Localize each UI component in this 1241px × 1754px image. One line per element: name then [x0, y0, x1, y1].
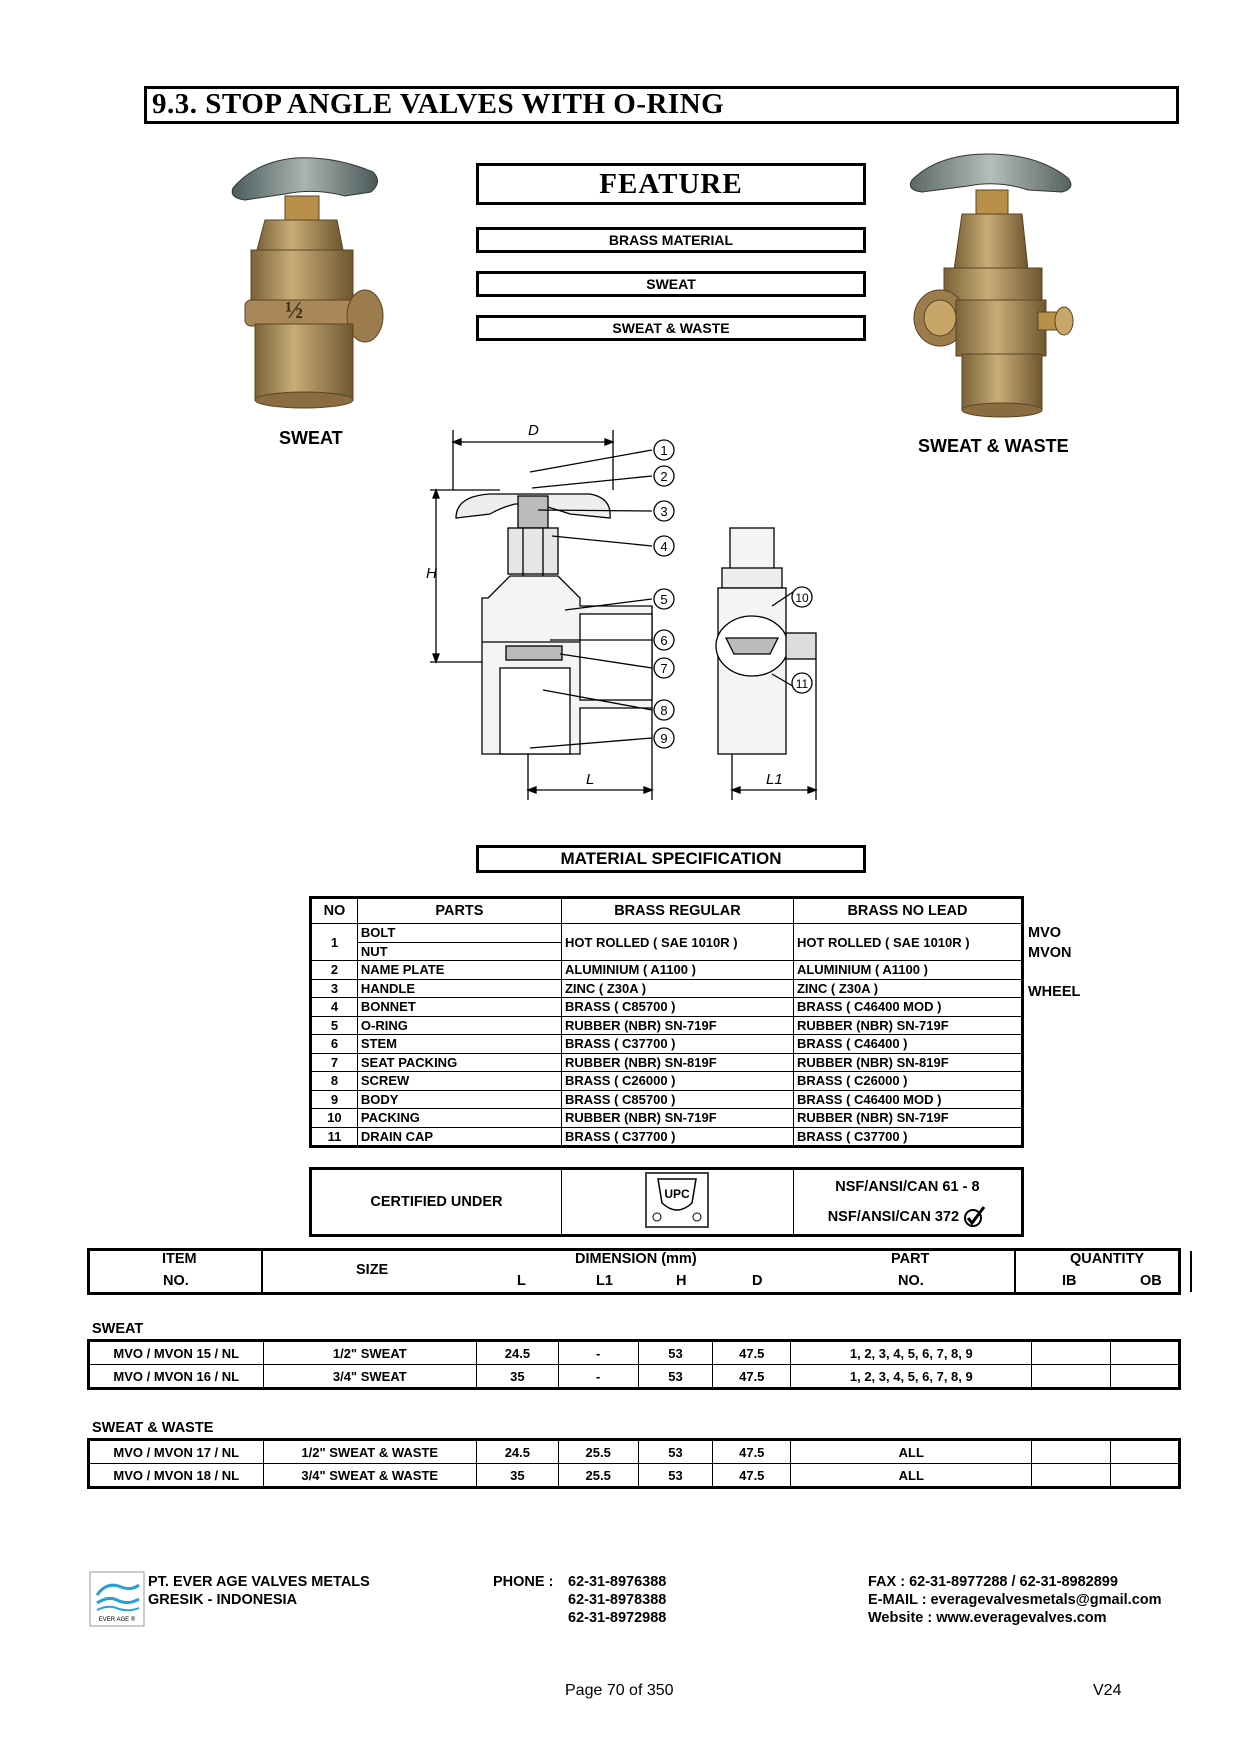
spec-no: 8: [311, 1072, 358, 1091]
dim-cell-item: MVO / MVON 16 / NL: [89, 1365, 264, 1389]
dim-cell-h: 53: [638, 1341, 713, 1365]
phone-2: 62-31-8978388: [568, 1592, 667, 1608]
version: V24: [1093, 1682, 1122, 1699]
spec-regular: BRASS ( C85700 ): [561, 1090, 793, 1109]
spec-header-no: NO: [311, 898, 358, 924]
dim-cell-l1: -: [558, 1341, 638, 1365]
spec-part: NAME PLATE: [357, 961, 561, 980]
spec-header-nolead: BRASS NO LEAD: [793, 898, 1022, 924]
side-note-wheel: WHEEL: [1028, 984, 1081, 1000]
dim-cell-l1: 25.5: [558, 1464, 638, 1488]
callout-1: 1: [660, 443, 668, 458]
spec-nolead: BRASS ( C37700 ): [793, 1127, 1022, 1147]
spec-no: 9: [311, 1090, 358, 1109]
hdr-l: L: [517, 1273, 526, 1289]
spec-no: 5: [311, 1016, 358, 1035]
callout-7: 7: [660, 661, 668, 676]
side-note-mvon: MVON: [1028, 945, 1072, 961]
spec-part: O-RING: [357, 1016, 561, 1035]
sweat-waste-dimension-table: [87, 1438, 1181, 1489]
table-row: [89, 1365, 1180, 1389]
spec-regular: BRASS ( C37700 ): [561, 1035, 793, 1054]
dim-cell-parts: ALL: [791, 1440, 1032, 1464]
spec-nolead: ALUMINIUM ( A1100 ): [793, 961, 1022, 980]
dim-cell-parts: ALL: [791, 1464, 1032, 1488]
spec-nolead: ZINC ( Z30A ): [793, 979, 1022, 998]
logo-text: EVER AGE ®: [98, 1617, 136, 1623]
callout-4: 4: [660, 539, 668, 554]
spec-regular: BRASS ( C26000 ): [561, 1072, 793, 1091]
certified-check-icon: [963, 1206, 987, 1228]
spec-part: BODY: [357, 1090, 561, 1109]
callout-10: 10: [795, 591, 809, 605]
dim-cell-item: MVO / MVON 18 / NL: [89, 1464, 264, 1488]
spec-regular: HOT ROLLED ( SAE 1010R ): [561, 924, 793, 961]
dim-cell-size: 3/4" SWEAT: [263, 1365, 476, 1389]
spec-no: 4: [311, 998, 358, 1017]
dim-cell-ib: [1032, 1365, 1111, 1389]
spec-no: 3: [311, 979, 358, 998]
dim-cell-l: 35: [476, 1464, 558, 1488]
dim-cell-item: MVO / MVON 17 / NL: [89, 1440, 264, 1464]
dim-cell-h: 53: [638, 1365, 713, 1389]
dim-l-label: L: [586, 771, 595, 788]
spec-nolead: RUBBER (NBR) SN-719F: [793, 1016, 1022, 1035]
callout-5: 5: [660, 592, 668, 607]
certification-table: [309, 1167, 1024, 1237]
hdr-ib: IB: [1062, 1273, 1077, 1289]
spec-header-regular: BRASS REGULAR: [561, 898, 793, 924]
callout-11: 11: [795, 677, 809, 691]
size-marking: ½: [285, 298, 303, 324]
hdr-part: PART: [891, 1251, 930, 1267]
table-row: [89, 1341, 1180, 1365]
callout-6: 6: [660, 633, 668, 648]
dim-cell-size: 3/4" SWEAT & WASTE: [263, 1464, 476, 1488]
spec-part: BOLT: [357, 924, 561, 943]
dim-l1-label: L1: [766, 771, 783, 788]
hdr-item: ITEM: [162, 1251, 197, 1267]
dim-cell-size: 1/2" SWEAT: [263, 1341, 476, 1365]
spec-no: 7: [311, 1053, 358, 1072]
dim-h-label: H: [426, 565, 437, 582]
dim-cell-h: 53: [638, 1440, 713, 1464]
page-title: 9.3. STOP ANGLE VALVES WITH O-RING: [152, 88, 725, 120]
callout-3: 3: [660, 504, 668, 519]
phone-3: 62-31-8972988: [568, 1610, 667, 1626]
spec-part: STEM: [357, 1035, 561, 1054]
dim-cell-l: 24.5: [476, 1440, 558, 1464]
spec-part: DRAIN CAP: [357, 1127, 561, 1147]
hdr-l1: L1: [596, 1273, 613, 1289]
table-row: [311, 924, 1023, 943]
dim-cell-ob: [1111, 1464, 1180, 1488]
spec-part: HANDLE: [357, 979, 561, 998]
dim-cell-ib: [1032, 1341, 1111, 1365]
technical-drawing: [420, 418, 880, 813]
hdr-item-no: NO.: [163, 1273, 189, 1289]
email: E-MAIL : everagevalvesmetals@gmail.com: [868, 1592, 1162, 1608]
callout-8: 8: [660, 703, 668, 718]
spec-regular: BRASS ( C85700 ): [561, 998, 793, 1017]
spec-regular: BRASS ( C37700 ): [561, 1127, 793, 1147]
hdr-size: SIZE: [356, 1262, 389, 1278]
spec-part: SCREW: [357, 1072, 561, 1091]
callout-9: 9: [660, 731, 668, 746]
svg-text:UPC: UPC: [664, 1187, 690, 1201]
spec-nolead: RUBBER (NBR) SN-719F: [793, 1109, 1022, 1128]
spec-no: 1: [311, 924, 358, 961]
spec-regular: RUBBER (NBR) SN-819F: [561, 1053, 793, 1072]
spec-nolead: RUBBER (NBR) SN-819F: [793, 1053, 1022, 1072]
phone-label: PHONE :: [493, 1574, 554, 1590]
spec-nolead: BRASS ( C46400 MOD ): [793, 1090, 1022, 1109]
table-row: [311, 1035, 1023, 1054]
feature-brass-material: BRASS MATERIAL: [476, 227, 866, 253]
table-row: [311, 1053, 1023, 1072]
page-number: Page 70 of 350: [565, 1682, 674, 1699]
standard-61: NSF/ANSI/CAN 61 - 8: [835, 1179, 980, 1195]
dim-d-label: D: [528, 422, 539, 439]
company-name: PT. EVER AGE VALVES METALS: [148, 1574, 370, 1590]
dim-cell-l1: 25.5: [558, 1440, 638, 1464]
spec-header-parts: PARTS: [357, 898, 561, 924]
dim-cell-d: 47.5: [713, 1464, 791, 1488]
section-sweat-waste-label: SWEAT & WASTE: [92, 1420, 214, 1436]
dim-cell-item: MVO / MVON 15 / NL: [89, 1341, 264, 1365]
table-row: [311, 1109, 1023, 1128]
dim-cell-d: 47.5: [713, 1440, 791, 1464]
sweat-waste-caption: SWEAT & WASTE: [918, 436, 1069, 456]
dim-cell-ib: [1032, 1464, 1111, 1488]
website: Website : www.everagevalves.com: [868, 1610, 1107, 1626]
dim-cell-ob: [1111, 1440, 1180, 1464]
dim-cell-size: 1/2" SWEAT & WASTE: [263, 1440, 476, 1464]
hdr-part-no: NO.: [898, 1273, 924, 1289]
dim-cell-l1: -: [558, 1365, 638, 1389]
feature-sweat-waste: SWEAT & WASTE: [476, 315, 866, 341]
spec-nolead: BRASS ( C26000 ): [793, 1072, 1022, 1091]
spec-nolead: BRASS ( C46400 MOD ): [793, 998, 1022, 1017]
dim-cell-ib: [1032, 1440, 1111, 1464]
section-sweat-label: SWEAT: [92, 1321, 144, 1337]
dim-cell-ob: [1111, 1341, 1180, 1365]
spec-no: 10: [311, 1109, 358, 1128]
spec-regular: ALUMINIUM ( A1100 ): [561, 961, 793, 980]
ever-age-logo: [89, 1571, 145, 1627]
sweat-dimension-table: [87, 1339, 1181, 1390]
spec-nolead: HOT ROLLED ( SAE 1010R ): [793, 924, 1022, 961]
dim-cell-l: 35: [477, 1365, 559, 1389]
dim-cell-d: 47.5: [713, 1341, 791, 1365]
table-row: [311, 1090, 1023, 1109]
fax: FAX : 62-31-8977288 / 62-31-8982899: [868, 1574, 1118, 1590]
upc-logo-icon: [644, 1171, 710, 1229]
sweat-caption: SWEAT: [279, 428, 343, 448]
side-note-mvo: MVO: [1028, 925, 1062, 941]
spec-header-row: [311, 898, 1023, 924]
sweat-valve-photo: [225, 150, 400, 420]
dim-cell-parts: 1, 2, 3, 4, 5, 6, 7, 8, 9: [791, 1365, 1032, 1389]
spec-regular: ZINC ( Z30A ): [561, 979, 793, 998]
certified-under-label: CERTIFIED UNDER: [311, 1169, 562, 1236]
dim-cell-d: 47.5: [713, 1365, 791, 1389]
spec-no: 11: [311, 1127, 358, 1147]
phone-1: 62-31-8976388: [568, 1574, 667, 1590]
hdr-h: H: [676, 1273, 687, 1289]
table-row: [311, 1072, 1023, 1091]
material-spec-table: [309, 896, 1024, 1148]
sweat-waste-valve-photo: [898, 150, 1088, 420]
spec-no: 6: [311, 1035, 358, 1054]
spec-regular: RUBBER (NBR) SN-719F: [561, 1016, 793, 1035]
dim-cell-parts: 1, 2, 3, 4, 5, 6, 7, 8, 9: [791, 1341, 1032, 1365]
hdr-ob: OB: [1140, 1273, 1162, 1289]
spec-part: NUT: [357, 942, 561, 961]
hdr-dimension: DIMENSION (mm): [575, 1251, 697, 1267]
standard-372: NSF/ANSI/CAN 372: [827, 1209, 960, 1225]
table-row: [311, 998, 1023, 1017]
spec-part: BONNET: [357, 998, 561, 1017]
company-location: GRESIK - INDONESIA: [148, 1592, 298, 1608]
hdr-d: D: [752, 1273, 763, 1289]
hdr-quantity: QUANTITY: [1070, 1251, 1145, 1267]
dim-cell-ob: [1111, 1365, 1180, 1389]
table-row: [311, 961, 1023, 980]
table-row: [89, 1464, 1180, 1488]
dim-cell-h: 53: [638, 1464, 713, 1488]
spec-nolead: BRASS ( C46400 ): [793, 1035, 1022, 1054]
spec-part: PACKING: [357, 1109, 561, 1128]
callout-2: 2: [660, 469, 668, 484]
spec-part: SEAT PACKING: [357, 1053, 561, 1072]
upc-logo-cell: [561, 1169, 793, 1236]
feature-heading: FEATURE: [476, 163, 866, 205]
spec-no: 2: [311, 961, 358, 980]
feature-sweat: SWEAT: [476, 271, 866, 297]
table-row: [89, 1440, 1180, 1464]
table-row: [311, 1016, 1023, 1035]
table-row: [311, 1127, 1023, 1147]
material-spec-title: MATERIAL SPECIFICATION: [476, 845, 866, 873]
dim-cell-l: 24.5: [477, 1341, 559, 1365]
table-row: [311, 979, 1023, 998]
spec-regular: RUBBER (NBR) SN-719F: [561, 1109, 793, 1128]
